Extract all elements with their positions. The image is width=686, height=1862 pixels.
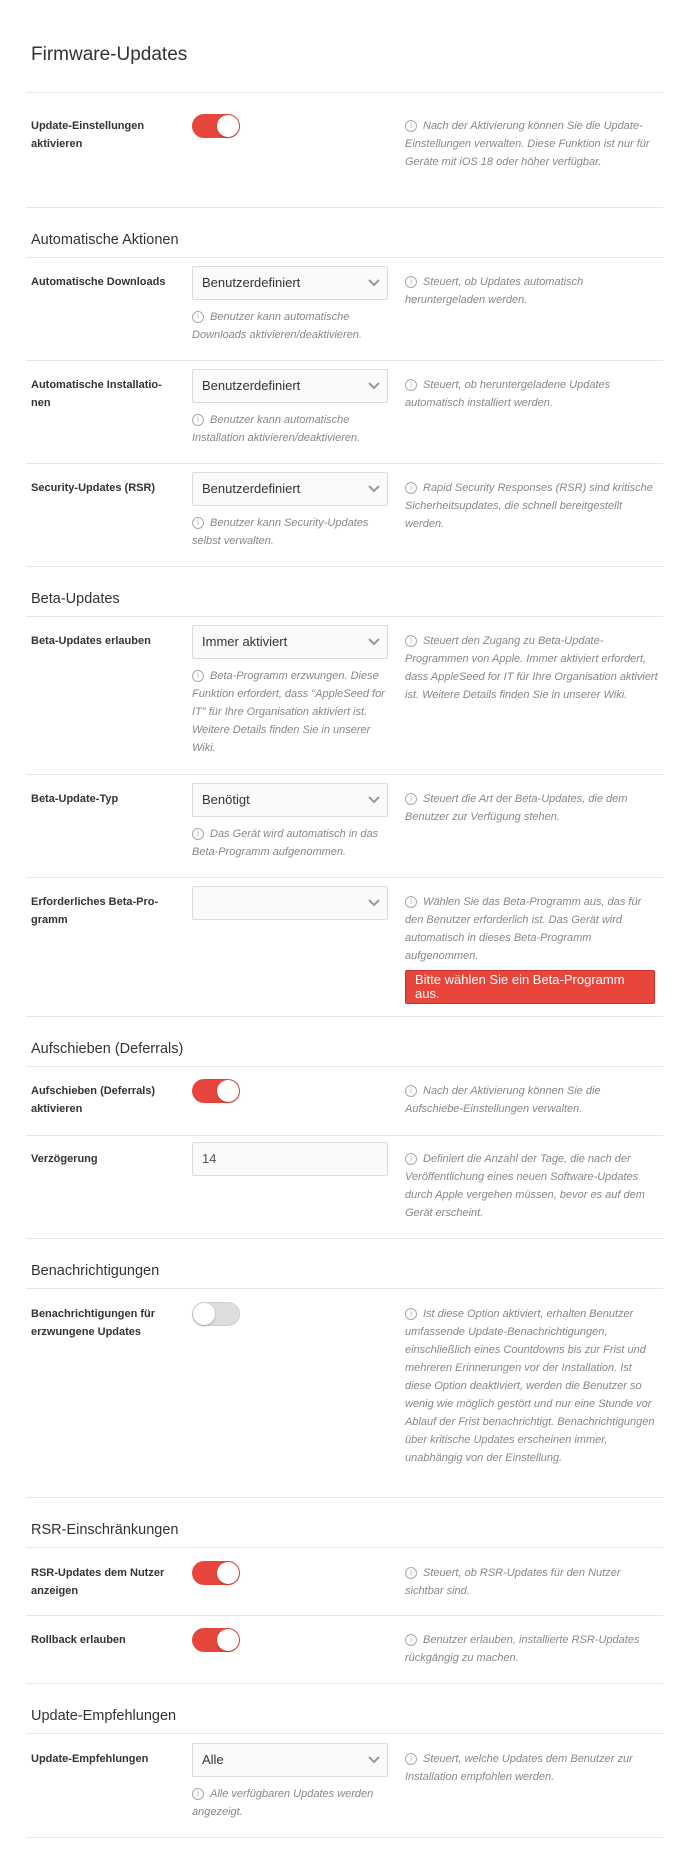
auto-install-description: i Steuert, ob heruntergeladene Updates automatisch installiert werden.: [405, 379, 611, 409]
section-title-rsr: RSR-Einschränkungen: [31, 1522, 179, 1538]
recommendations-hint: i Alle verfügbaren Updates werden angezeigt.: [192, 1788, 374, 1818]
divider: [26, 257, 663, 258]
beta-program-error: Bitte wählen Sie ein Beta-Programm aus.: [405, 970, 655, 1004]
beta-program-select[interactable]: [192, 886, 388, 920]
delay-input[interactable]: 14: [192, 1142, 388, 1176]
beta-type-hint: i Das Gerät wird automatisch in das Beta-Programm aufgenommen.: [192, 828, 379, 858]
chevron-down-icon: [367, 1753, 381, 1767]
rsr-show-toggle[interactable]: [192, 1561, 240, 1585]
section-title-beta: Beta-Updates: [31, 591, 120, 607]
info-icon: i: [192, 517, 204, 529]
toggle-knob: [217, 115, 239, 137]
divider: [26, 463, 663, 464]
section-title-recommendations: Update-Empfehlungen: [31, 1708, 177, 1724]
divider: [26, 616, 663, 617]
info-icon: i: [405, 276, 417, 288]
info-icon: i: [405, 1085, 417, 1097]
update-settings-toggle[interactable]: [192, 114, 240, 138]
info-icon: i: [192, 311, 204, 323]
auto-downloads-hint: i Benutzer kann automatische Downloads aktivieren/deaktivieren.: [192, 311, 362, 341]
forced-notifications-label: Benachrichtigungen für erzwungene Updates: [31, 1308, 156, 1338]
beta-type-select[interactable]: Benötigt: [192, 783, 388, 817]
update-settings-label: Update-Einstellungen aktivieren: [31, 120, 145, 150]
auto-install-hint: i Benutzer kann automatische Installation aktivieren/deaktivieren.: [192, 414, 361, 444]
info-icon: i: [405, 482, 417, 494]
divider: [26, 566, 663, 567]
divider: [26, 1288, 663, 1289]
rollback-toggle[interactable]: [192, 1628, 240, 1652]
beta-allow-description: i Steuert den Zugang zu Beta-Update-Programmen von Apple. Immer aktiviert erfordert, dass AppleSeed for IT für Ihre Organisation aktiviert ist. Weitere Details finden Sie in unserer Wiki.: [405, 635, 658, 701]
chevron-down-icon: [367, 896, 381, 910]
divider: [26, 1016, 663, 1017]
toggle-knob: [217, 1080, 239, 1102]
auto-install-select[interactable]: Benutzerdefiniert: [192, 369, 388, 403]
chevron-down-icon: [367, 482, 381, 496]
rollback-label: Rollback erlauben: [31, 1634, 126, 1646]
beta-program-description: i Wählen Sie das Beta-Programm aus, das für den Benutzer erforderlich ist. Das Gerät wird automatisch in dieses Beta-Programm aufgenommen.: [405, 896, 642, 962]
recommendations-select[interactable]: Alle: [192, 1743, 388, 1777]
auto-install-label: Automatische Installatio-nen: [31, 379, 162, 409]
divider: [26, 1733, 663, 1734]
beta-allow-select[interactable]: Immer aktiviert: [192, 625, 388, 659]
divider: [26, 1135, 663, 1136]
toggle-knob: [193, 1303, 215, 1325]
beta-allow-label: Beta-Updates erlauben: [31, 635, 151, 647]
page-title: Firmware-Updates: [31, 44, 188, 65]
info-icon: i: [405, 379, 417, 391]
security-updates-hint: i Benutzer kann Security-Updates selbst verwalten.: [192, 517, 369, 547]
info-icon: i: [192, 1788, 204, 1800]
rollback-description: i Benutzer erlauben, installierte RSR-Updates rückgängig zu machen.: [405, 1634, 640, 1664]
delay-description: i Definiert die Anzahl der Tage, die nach der Veröffentlichung eines neuen Software-Updates durch Apple vergehen müssen, bevor es auf dem Gerät erscheint.: [405, 1153, 645, 1219]
recommendations-description: i Steuert, welche Updates dem Benutzer zur Installation empfohlen werden.: [405, 1753, 633, 1783]
chevron-down-icon: [367, 276, 381, 290]
divider: [26, 360, 663, 361]
chevron-down-icon: [367, 793, 381, 807]
delay-label: Verzögerung: [31, 1153, 98, 1165]
info-icon: i: [192, 828, 204, 840]
info-icon: i: [405, 635, 417, 647]
info-icon: i: [405, 1308, 417, 1320]
forced-notifications-description: i Ist diese Option aktiviert, erhalten Benutzer umfassende Update-Benachrichtigungen, einschließlich eines Countdowns bis zur Frist und mehreren Erinnerungen vor der Installation. Ist diese Option deaktiviert, werden die Benutzer so wenig wie möglich gestört und nur eine Stunde vor Ablauf der Frist benachrichtigt. Benachrichtigungen über kritische Updates erscheinen immer, unabhängig von der Einstellung.: [405, 1308, 655, 1464]
beta-program-label: Erforderliches Beta-Pro-gramm: [31, 896, 159, 926]
deferrals-enable-label: Aufschieben (Deferrals) aktivieren: [31, 1085, 156, 1115]
divider: [26, 92, 663, 93]
toggle-knob: [217, 1629, 239, 1651]
auto-downloads-select[interactable]: Benutzerdefiniert: [192, 266, 388, 300]
recommendations-label: Update-Empfehlungen: [31, 1753, 149, 1765]
beta-type-description: i Steuert die Art der Beta-Updates, die dem Benutzer zur Verfügung stehen.: [405, 793, 628, 823]
security-updates-label: Security-Updates (RSR): [31, 482, 156, 494]
info-icon: i: [405, 1753, 417, 1765]
chevron-down-icon: [367, 635, 381, 649]
toggle-knob: [217, 1562, 239, 1584]
rsr-show-description: i Steuert, ob RSR-Updates für den Nutzer sichtbar sind.: [405, 1567, 621, 1597]
auto-downloads-description: i Steuert, ob Updates automatisch heruntergeladen werden.: [405, 276, 584, 306]
section-title-notifications: Benachrichtigungen: [31, 1263, 160, 1279]
update-settings-description: i Nach der Aktivierung können Sie die Update-Einstellungen verwalten. Diese Funktion ist nur für Geräte mit iOS 18 oder höher verfügbar.: [405, 120, 650, 168]
divider: [26, 1497, 663, 1498]
section-title-deferrals: Aufschieben (Deferrals): [31, 1041, 184, 1057]
info-icon: i: [192, 414, 204, 426]
deferrals-enable-toggle[interactable]: [192, 1079, 240, 1103]
info-icon: i: [405, 896, 417, 908]
divider: [26, 1615, 663, 1616]
rsr-show-label: RSR-Updates dem Nutzer anzeigen: [31, 1567, 165, 1597]
divider: [26, 1837, 663, 1838]
info-icon: i: [405, 1634, 417, 1646]
divider: [26, 1066, 663, 1067]
info-icon: i: [405, 120, 417, 132]
section-title-automatic: Automatische Aktionen: [31, 232, 179, 248]
chevron-down-icon: [367, 379, 381, 393]
divider: [26, 1238, 663, 1239]
info-icon: i: [405, 1153, 417, 1165]
info-icon: i: [405, 1567, 417, 1579]
info-icon: i: [405, 793, 417, 805]
auto-downloads-label: Automatische Downloads: [31, 276, 166, 288]
security-updates-select[interactable]: Benutzerdefiniert: [192, 472, 388, 506]
deferrals-enable-description: i Nach der Aktivierung können Sie die Aufschiebe-Einstellungen verwalten.: [405, 1085, 601, 1115]
forced-notifications-toggle[interactable]: [192, 1302, 240, 1326]
divider: [26, 207, 663, 208]
divider: [26, 1547, 663, 1548]
beta-type-label: Beta-Update-Typ: [31, 793, 119, 805]
divider: [26, 774, 663, 775]
info-icon: i: [192, 670, 204, 682]
beta-allow-hint: i Beta-Programm erzwungen. Diese Funktion erfordert, dass "AppleSeed for IT" für Ihre Organisation aktiviert ist. Weitere Details finden Sie in unserer Wiki.: [192, 670, 385, 754]
divider: [26, 1683, 663, 1684]
divider: [26, 877, 663, 878]
security-updates-description: i Rapid Security Responses (RSR) sind kritische Sicherheitsupdates, die schnell bereitgestellt werden.: [405, 482, 653, 530]
